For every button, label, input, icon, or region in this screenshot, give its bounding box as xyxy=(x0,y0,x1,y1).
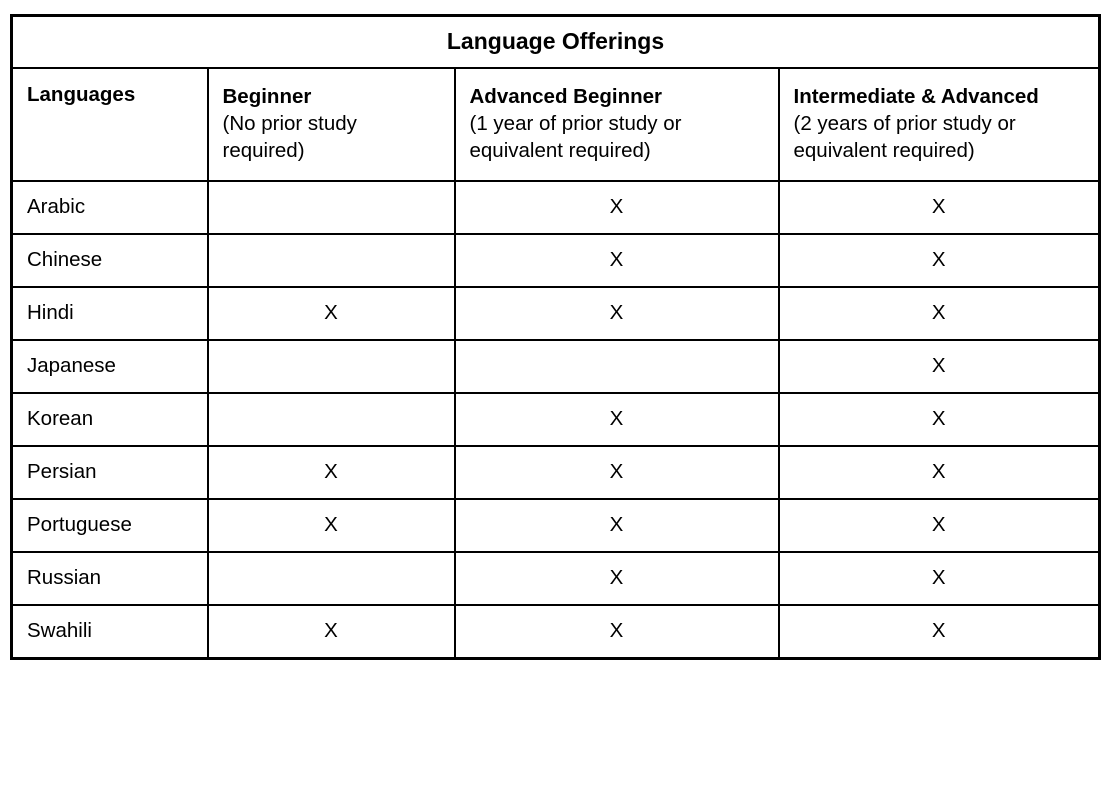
intermediate-advanced-mark: X xyxy=(779,393,1100,446)
intermediate-advanced-mark: X xyxy=(779,234,1100,287)
intermediate-advanced-mark: X xyxy=(779,287,1100,340)
table-row xyxy=(12,287,1100,340)
advanced-beginner-mark: X xyxy=(455,499,779,552)
intermediate-advanced-mark: X xyxy=(779,446,1100,499)
beginner-mark: X xyxy=(208,605,455,659)
language-name: Hindi xyxy=(12,287,208,340)
beginner-mark xyxy=(208,234,455,287)
table-row xyxy=(12,234,1100,287)
column-header-intermediate-advanced xyxy=(779,68,1100,181)
beginner-mark: X xyxy=(208,499,455,552)
beginner-mark: X xyxy=(208,446,455,499)
table-row xyxy=(12,446,1100,499)
column-header-advanced-beginner xyxy=(455,68,779,181)
advanced-beginner-mark: X xyxy=(455,446,779,499)
column-header-beginner-label: Beginner xyxy=(222,85,312,108)
advanced-beginner-mark: X xyxy=(455,181,779,234)
beginner-mark xyxy=(208,181,455,234)
language-name: Swahili xyxy=(12,605,208,659)
table-row xyxy=(12,552,1100,605)
intermediate-advanced-mark: X xyxy=(779,340,1100,393)
language-offerings-table xyxy=(10,14,1101,660)
language-name: Persian xyxy=(12,446,208,499)
advanced-beginner-mark: X xyxy=(455,552,779,605)
beginner-mark xyxy=(208,393,455,446)
table-row xyxy=(12,393,1100,446)
language-name: Russian xyxy=(12,552,208,605)
advanced-beginner-mark: X xyxy=(455,393,779,446)
advanced-beginner-mark xyxy=(455,340,779,393)
beginner-mark: X xyxy=(208,287,455,340)
language-name: Chinese xyxy=(12,234,208,287)
language-name: Japanese xyxy=(12,340,208,393)
column-header-beginner xyxy=(208,68,455,181)
advanced-beginner-mark: X xyxy=(455,234,779,287)
advanced-beginner-mark: X xyxy=(455,287,779,340)
table-row xyxy=(12,181,1100,234)
column-header-intermediate-advanced-label: Intermediate & Advanced xyxy=(793,85,1039,108)
table-row xyxy=(12,340,1100,393)
beginner-mark xyxy=(208,552,455,605)
column-header-intermediate-advanced-note: (2 years of prior study or equivalent required) xyxy=(793,112,1016,163)
intermediate-advanced-mark: X xyxy=(779,181,1100,234)
intermediate-advanced-mark: X xyxy=(779,605,1100,659)
table-title-row xyxy=(12,16,1100,69)
table-title: Language Offerings xyxy=(12,16,1100,69)
column-header-languages: Languages xyxy=(12,68,208,181)
column-header-beginner-note: (No prior study required) xyxy=(222,112,357,163)
column-header-advanced-beginner-label: Advanced Beginner xyxy=(469,85,663,108)
advanced-beginner-mark: X xyxy=(455,605,779,659)
language-name: Portuguese xyxy=(12,499,208,552)
language-name: Korean xyxy=(12,393,208,446)
language-name: Arabic xyxy=(12,181,208,234)
table-header-row xyxy=(12,68,1100,181)
intermediate-advanced-mark: X xyxy=(779,499,1100,552)
table-row xyxy=(12,499,1100,552)
table-row xyxy=(12,605,1100,659)
intermediate-advanced-mark: X xyxy=(779,552,1100,605)
column-header-advanced-beginner-note: (1 year of prior study or equivalent required) xyxy=(469,112,682,163)
beginner-mark xyxy=(208,340,455,393)
